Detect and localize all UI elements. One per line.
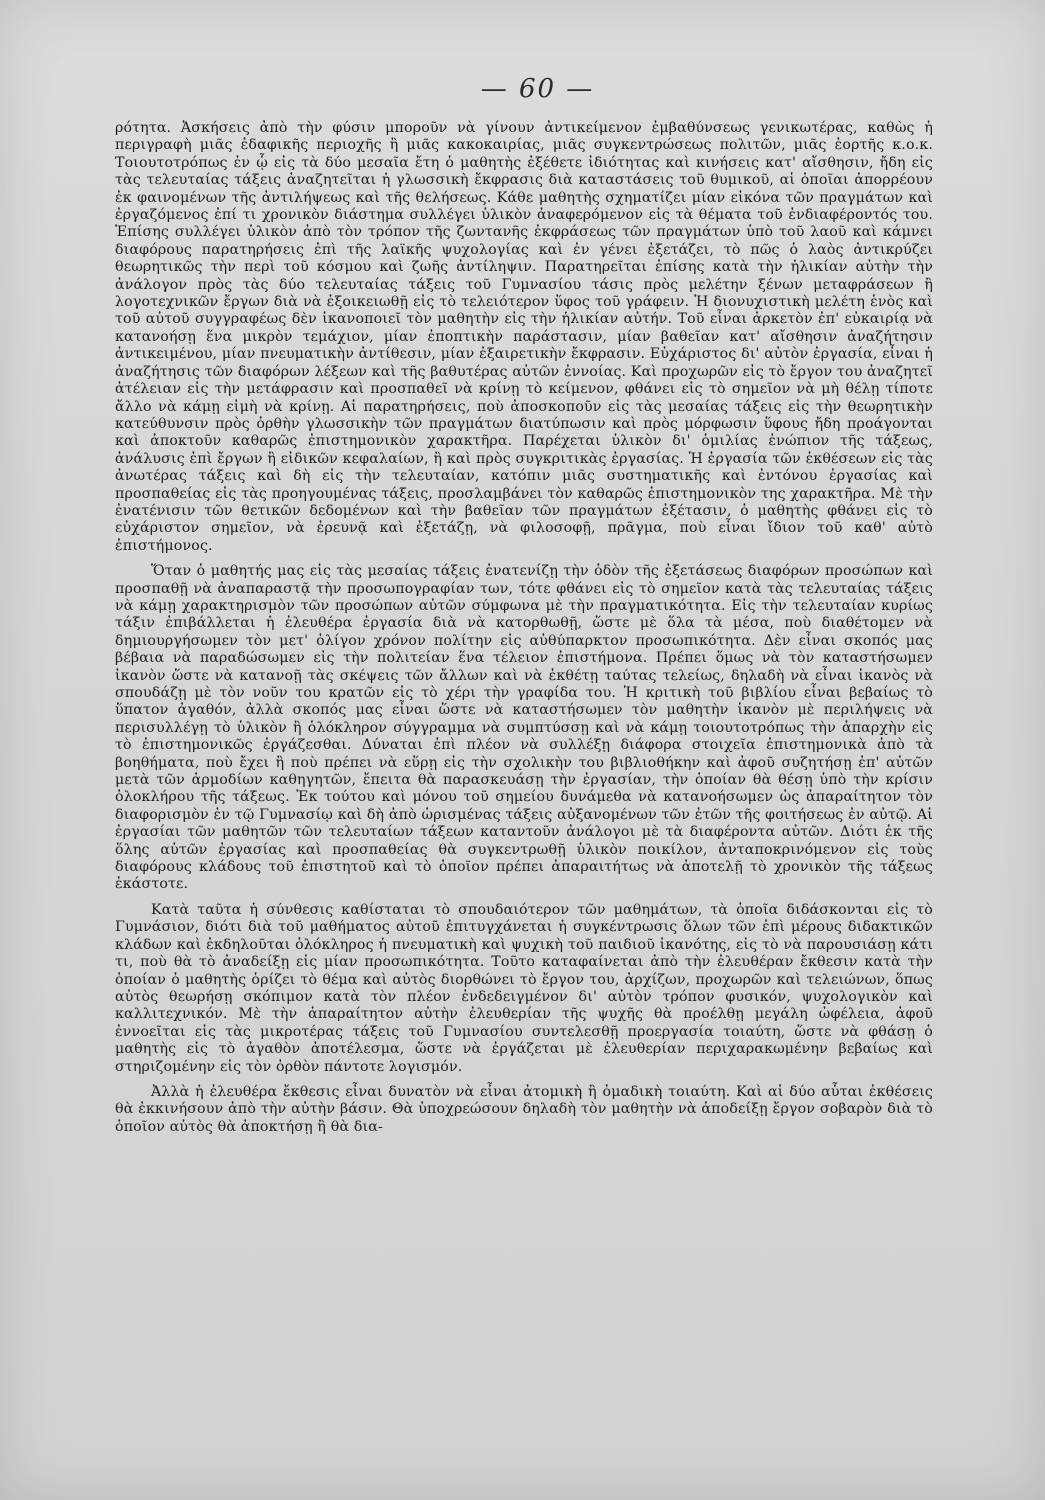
paragraph-4: Ἀλλὰ ἡ ἐλευθέρα ἔκθεσις εἶναι δυνατὸν νὰ εἶναι ἀτομικὴ ἢ ὁμαδικὴ τοιαύτη. Καὶ αἱ δύο αὗται ἐκθέσεις θὰ ἐκκινήσουν ἀπὸ τὴν αὐτὴν βάσιν. Θὰ ὑποχρεώσουν δηλαδὴ τὸν μαθητὴν νὰ ἀποδείξῃ ἔργον σοβαρὸν διὰ τὸ ὁποῖον αὐτὸς θὰ ἀποκτήσῃ ἢ θὰ δια- — [115, 1083, 933, 1135]
paragraph-2: Ὅταν ὁ μαθητής μας εἰς τὰς μεσαίας τάξεις ἐνατενίζῃ τὴν ὁδὸν τῆς ἐξετάσεως διαφόρων προσώπων καὶ προσπαθῇ νὰ ἀναπαραστᾷ τὴν προσωπογραφίαν των, τότε φθάνει εἰς τὸ σημεῖον κατὰ τὰς τελευταίας τάξεις νὰ κάμῃ χαρακτηρισμὸν τῶν προσώπων αὐτῶν σύμφωνα μὲ τὴν πραγματικότητα. Εἰς τὴν τελευταίαν κυρίως τάξιν ἐπιβάλλεται ἡ ἐλευθέρα ἐργασία διὰ νὰ κατορθωθῇ, ὥστε μὲ ὅλα τὰ μέσα, ποὺ διαθέτομεν νὰ δημιουργήσωμεν τὸν μετ' ὀλίγον χρόνον πολίτην εἰς αὐθύπαρκτον προσωπικότητα. Δὲν εἶναι σκοπός μας βέβαια νὰ παραδώσωμεν εἰς τὴν πολιτείαν ἕνα τέλειον ἐπιστήμονα. Πρέπει ὅμως νὰ τὸν καταστήσωμεν ἱκανὸν ὥστε νὰ κατανοῇ τὰς σκέψεις τῶν ἄλλων καὶ νὰ ἐκθέτῃ ταύτας τελείως, δηλαδὴ νὰ εἶναι ἱκανὸς νὰ σπουδάζῃ μὲ τὸν νοῦν του κρατῶν εἰς τὸ χέρι τὴν γραφίδα του. Ἡ κριτικὴ τοῦ βιβλίου εἶναι βεβαίως τὸ ὕπατον ἀγαθόν, ἀλλὰ σκοπός μας εἶναι ὥστε νὰ καταστήσωμεν τὸν μαθητὴν ἱκανὸν μὲ περιλήψεις νὰ περισυλλέγῃ τὸ ὑλικὸν ἢ ὁλόκληρον σύγγραμμα νὰ συμπτύσσῃ καὶ νὰ κάμῃ τοιουτοτρόπως τὴν ἀπαρχὴν εἰς τὸ ἐπιστημονικῶς ἐργάζεσθαι. Δύναται ἐπὶ πλέον νὰ συλλέξῃ διάφορα στοιχεῖα ἐπιστημονικὰ ἀπὸ τὰ βοηθήματα, ποὺ ἔχει ἢ ποὺ πρέπει νὰ εὕρῃ εἰς τὴν σχολικὴν του βιβλιοθήκην καὶ ἀφοῦ συζητήσῃ ἐπ' αὐτῶν μετὰ τῶν ἁρμοδίων καθηγητῶν, ἔπειτα θὰ παρασκευάσῃ τὴν ἐργασίαν, τὴν ὁποίαν θὰ θέσῃ ὑπὸ τὴν κρίσιν ὁλοκλήρου τῆς τάξεως. Ἐκ τούτου καὶ μόνου τοῦ σημείου δυνάμεθα νὰ κατανοήσωμεν ὡς ἀπαραίτητον τὸν διαφορισμὸν ἐν τῷ Γυμνασίῳ καὶ δὴ ἀπὸ ὡρισμένας τάξεις αὐξανομένων τῶν ἐτῶν τῆς φοιτήσεως ἐν αὐτῷ. Αἱ ἐργασίαι τῶν μαθητῶν τῶν τελευταίων τάξεων καταντοῦν ἀνάλογοι μὲ τὰ διαφέροντα αὐτῶν. Διότι ἐκ τῆς ὅλης αὐτῶν ἐργασίας καὶ προσπαθείας θὰ συγκεντρωθῇ ὑλικὸν ποικίλον, ἀνταποκρινόμενον εἰς τοὺς διαφόρους κλάδους τοῦ ἐπιστητοῦ καὶ τὸ ὁποῖον πρέπει ἀπαραιτήτως νὰ ἀποτελῇ τὸ χρονικὸν τῆς τάξεως ἑκάστοτε. — [115, 563, 933, 893]
paragraph-1: ρότητα. Ἀσκήσεις ἀπὸ τὴν φύσιν μποροῦν νὰ γίνουν ἀντικείμενον ἐμβαθύνσεως γενικωτέρας, καθὼς ἡ περιγραφὴ μιᾶς ἐδαφικῆς περιοχῆς ἢ μιᾶς κακοκαιρίας, μιᾶς συγκεντρώσεως πολιτῶν, μιᾶς ἑορτῆς κ.ο.κ. Τοιουτοτρόπως ἐν ᾧ εἰς τὰ δύο μεσαῖα ἔτη ὁ μαθητὴς ἐξέθετε ἰδιότητας καὶ κινήσεις κατ' αἴσθησιν, ἤδη εἰς τὰς τελευταίας τάξεις ἀναζητεῖται ἡ γλωσσικὴ ἔκφρασις διὰ καταστάσεις τοῦ θυμικοῦ, αἱ ὁποῖαι ἀπορρέουν ἐκ φαινομένων τῆς ἀντιλήψεως καὶ τῆς θελήσεως. Κάθε μαθητὴς σχηματίζει μίαν εἰκόνα τῶν πραγμάτων καὶ ἐργαζόμενος ἐπί τι χρονικὸν διάστημα συλλέγει ὑλικὸν ἀναφερόμενον εἰς τὰ θέματα τοῦ ἐνδιαφέροντός του. Ἐπίσης συλλέγει ὑλικὸν ἀπὸ τὸν τρόπον τῆς ζωντανῆς ἐκφράσεως τῶν πραγμάτων ὑπὸ τοῦ λαοῦ καὶ κάμνει διαφόρους παρατηρήσεις ἐπὶ τῆς λαϊκῆς ψυχολογίας καὶ ἐν γένει ἐξετάζει, τὸ πῶς ὁ λαὸς ἀντικρύζει θεωρητικῶς τὴν περὶ τοῦ κόσμου καὶ ζωῆς ἀντίληψιν. Παρατηρεῖται ἐπίσης κατὰ τὴν ἡλικίαν αὐτὴν τὴν ἀνάλογον πρὸς τὰς δύο τελευταίας τάξεις τοῦ Γυμνασίου τάσις πρὸς μελέτην ξένων μεταφράσεων ἢ λογοτεχνικῶν ἔργων διὰ νὰ ἐξοικειωθῇ εἰς τὸ τελειότερον ὕφος τοῦ γράφειν. Ἡ διονυχιστικὴ μελέτη ἑνὸς καὶ τοῦ αὐτοῦ συγγραφέως δὲν ἱκανοποιεῖ τὸν μαθητὴν εἰς τὴν ἡλικίαν αὐτήν. Τοῦ εἶναι ἀρκετὸν ἐπ' εὐκαιρίᾳ νὰ κατανοήσῃ ἕνα μικρὸν τεμάχιον, μίαν ἐποπτικὴν παράστασιν, μίαν βαθεῖαν κατ' αἴσθησιν ἀναζήτησιν ἀντικειμένου, μίαν πνευματικὴν ἀντίθεσιν, μίαν ἐξαιρετικὴν ἔκφρασιν. Εὐχάριστος δι' αὐτὸν ἐργασία, εἶναι ἡ ἀναζήτησις τῶν διαφόρων λέξεων καὶ τῆς βαθυτέρας αὐτῶν ἐννοίας. Καὶ προχωρῶν εἰς τὸ ἔργον του ἀναζητεῖ ἀτέλειαν εἰς τὴν μετάφρασιν καὶ προσπαθεῖ νὰ κρίνῃ τὸ κείμενον, φθάνει εἰς τὸ σημεῖον νὰ μὴ θέλῃ τίποτε ἄλλο νὰ κάμῃ εἰμὴ νὰ κρίνῃ. Αἱ παρατηρήσεις, ποὺ ἀποσκοποῦν εἰς τὰς μεσαίας τάξεις εἰς τὴν θεωρητικὴν κατεύθυνσιν πρὸς ὀρθὴν γλωσσικὴν τῶν πραγμάτων διατύπωσιν καὶ πρὸς μόρφωσιν ὕφους ἤδη προάγονται καὶ ἀποκτοῦν καθαρῶς ἐπιστημονικὸν χαρακτῆρα. Παρέχεται ὑλικὸν δι' ὁμιλίας ἐνώπιον τῆς τάξεως, ἀνάλυσις ἐπὶ ἔργων ἢ εἰδικῶν κεφαλαίων, ἢ καὶ πρὸς συγκριτικὰς ἐργασίας. Ἡ ἐργασία τῶν ἐκθέσεων εἰς τὰς ἀνωτέρας τάξεις καὶ δὴ εἰς τὴν τελευταίαν, κατόπιν μιᾶς συστηματικῆς καὶ ἐντόνου ἐργασίας καὶ προσπαθείας εἰς τὰς προηγουμένας τάξεις, προσλαμβάνει τὸν καθαρῶς ἐπιστημονικὸν της χαρακτῆρα. Μὲ τὴν ἐνατένισιν τῶν θετικῶν δεδομένων καὶ τὴν βαθεῖαν τῶν πραγμάτων ἐξέτασιν, ὁ μαθητὴς φθάνει εἰς τὸ εὐχάριστον σημεῖον, νὰ ἐρευνᾷ καὶ ἐξετάζῃ, νὰ φιλοσοφῇ, πρᾶγμα, ποὺ εἶναι ἴδιον τοῦ καθ' αὐτὸ ἐπιστήμονος. — [115, 120, 933, 554]
page-number: — 60 — — [480, 74, 595, 104]
body-text — [115, 120, 933, 1144]
paragraph-3: Κατὰ ταῦτα ἡ σύνθεσις καθίσταται τὸ σπουδαιότερον τῶν μαθημάτων, τὰ ὁποῖα διδάσκονται εἰς τὸ Γυμνάσιον, διότι διὰ τοῦ μαθήματος αὐτοῦ ἐπιτυγχάνεται ἡ συγκέντρωσις ὅλων τῶν ἐπὶ μέρους διδακτικῶν κλάδων καὶ ἐκδηλοῦται ὁλόκληρος ἡ πνευματικὴ καὶ ψυχικὴ τοῦ παιδιοῦ ἱκανότης, εἰς τὸ νὰ παρουσιάσῃ κάτι τι, ποὺ θὰ τὸ ἀναδείξῃ εἰς μίαν προσωπικότητα. Τοῦτο καταφαίνεται ἀπὸ τὴν ἐλευθέραν ἔκθεσιν κατὰ τὴν ὁποίαν ὁ μαθητὴς ὁρίζει τὸ θέμα καὶ αὐτὸς διορθώνει τὸ ἔργον του, ἀρχίζων, προχωρῶν καὶ τελειώνων, ὅπως αὐτὸς θεωρήσῃ σκόπιμον κατὰ τὸν πλέον ἐνδεδειγμένον δι' αὐτὸν τρόπον φυσικόν, ψυχολογικὸν καὶ καλλιτεχνικόν. Μὲ τὴν ἀπαραίτητον αὐτὴν ἐλευθερίαν τῆς ψυχῆς θὰ προέλθῃ μεγάλη ὠφέλεια, ἀφοῦ ἐννοεῖται εἰς τὰς μικροτέρας τάξεις τοῦ Γυμνασίου συντελεσθῇ προεργασία τοιαύτη, ὥστε νὰ φθάσῃ ὁ μαθητὴς εἰς τὸ ἀγαθὸν ἀποτέλεσμα, ὥστε νὰ ἐργάζεται μὲ ἐλευθερίαν περιχαρακωμένην βεβαίως καὶ στηριζομένην εἰς τὸν ὀρθὸν πάντοτε λογισμόν. — [115, 901, 933, 1075]
